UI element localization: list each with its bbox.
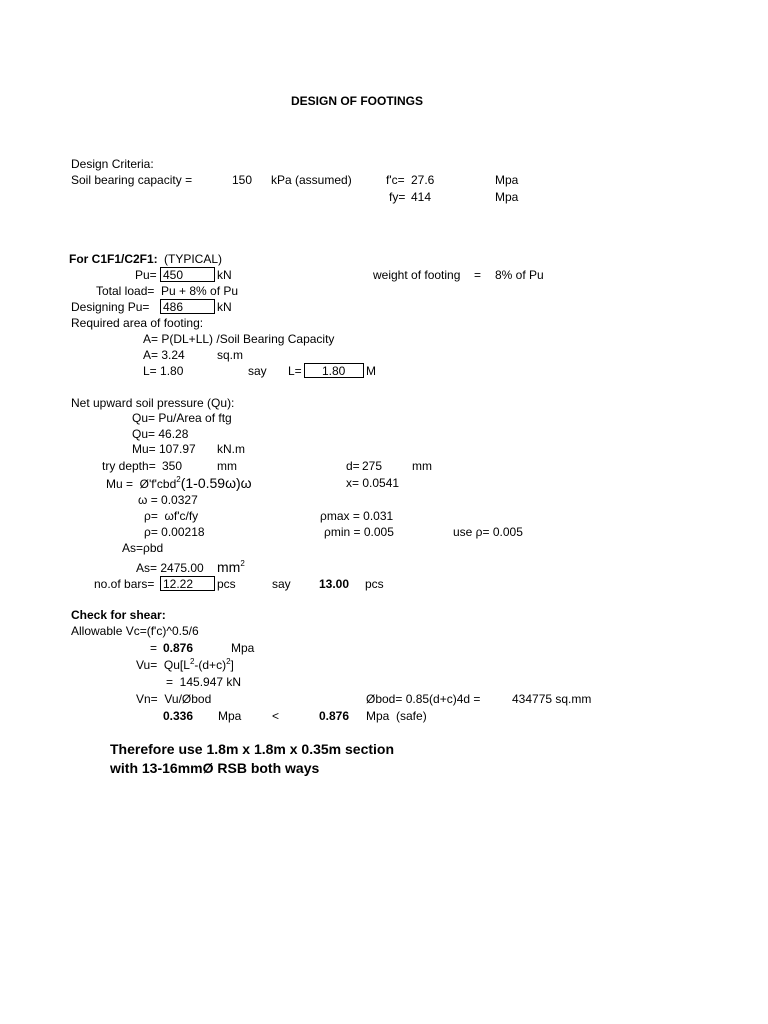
try-depth-unit: mm xyxy=(217,459,237,473)
bars-unit: pcs xyxy=(217,577,236,591)
try-depth-label: try depth= xyxy=(102,459,156,473)
less-than-sign: < xyxy=(272,709,280,723)
length-box-label: L= xyxy=(288,364,302,378)
vu-formula-b: -(d+c) xyxy=(194,658,227,672)
as-value: As= 2475.00 xyxy=(136,561,204,575)
soil-bearing-value: 150 xyxy=(232,173,253,187)
mu-formula-b: (1-0.59ω)ω xyxy=(180,475,252,491)
designing-pu-unit: kN xyxy=(217,300,232,314)
length-box-value: 1.80 xyxy=(322,364,346,378)
vc-unit: Mpa (safe) xyxy=(366,709,427,723)
bars-label: no.of bars= xyxy=(94,577,155,591)
d-unit: mm xyxy=(412,459,432,473)
vu-formula-c: ] xyxy=(230,658,234,672)
mu-unit: kN.m xyxy=(217,442,245,456)
rho-min: ρmin = 0.005 xyxy=(324,525,394,539)
vu-formula-sup1: 2 xyxy=(189,657,195,666)
weight-of-footing-label: weight of footing xyxy=(373,268,461,282)
vn-value: 0.336 xyxy=(163,709,194,723)
pressure-label: Net upward soil pressure (Qu): xyxy=(71,396,235,410)
bars-say-unit: pcs xyxy=(365,577,384,591)
shear-heading: Check for shear: xyxy=(71,608,166,622)
fy-unit: Mpa xyxy=(495,190,519,204)
rho-max: ρmax = 0.031 xyxy=(320,509,394,523)
designing-pu-label: Designing Pu= xyxy=(71,300,150,314)
fy-value: 414 xyxy=(411,190,432,204)
pu-unit: kN xyxy=(217,268,232,282)
allowable-vc-eq: = xyxy=(150,641,158,655)
as-unit-text: mm xyxy=(217,559,241,575)
vu-formula-a: Vu= Qu[L xyxy=(136,658,190,672)
bars-say-value: 13.00 xyxy=(319,577,350,591)
length-value: L= 1.80 xyxy=(143,364,184,378)
fy-label: fy= xyxy=(389,190,406,204)
rho-formula: ρ= ωf'c/fy xyxy=(144,509,199,523)
as-unit xyxy=(217,560,245,574)
length-say: say xyxy=(248,364,267,378)
weight-of-footing-value: 8% of Pu xyxy=(495,268,544,282)
qu-formula: Qu= Pu/Area of ftg xyxy=(132,411,232,425)
obod-formula: Øbod= 0.85(d+c)4d = xyxy=(366,692,481,706)
area-value: A= 3.24 xyxy=(143,348,185,362)
fc-label: f'c= xyxy=(386,173,405,187)
vu-formula xyxy=(136,658,234,672)
vc-value: 0.876 xyxy=(319,709,350,723)
required-area-label: Required area of footing: xyxy=(71,316,204,330)
mu-formula xyxy=(106,476,252,491)
mu-formula-sup: 2 xyxy=(176,475,181,484)
conclusion-line-1: Therefore use 1.8m x 1.8m x 0.35m section xyxy=(110,741,395,757)
try-depth-value: 350 xyxy=(162,459,183,473)
vn-formula: Vn= Vu/Øbod xyxy=(136,692,212,706)
area-unit: sq.m xyxy=(217,348,244,362)
use-rho: use ρ= 0.005 xyxy=(453,525,523,539)
bars-say: say xyxy=(272,577,291,591)
length-unit: M xyxy=(366,364,376,378)
mu-formula-a: Mu = Ø'f'cbd xyxy=(106,477,177,491)
obod-value: 434775 sq.mm xyxy=(512,692,592,706)
soil-bearing-unit: kPa (assumed) xyxy=(271,173,352,187)
criteria-label: Design Criteria: xyxy=(71,157,154,171)
as-unit-sup: 2 xyxy=(240,559,245,568)
pu-value: 450 xyxy=(163,268,184,282)
area-formula: A= P(DL+LL) /Soil Bearing Capacity xyxy=(143,332,335,346)
qu-value: Qu= 46.28 xyxy=(132,427,189,441)
vu-value: = 145.947 kN xyxy=(166,675,242,689)
allowable-vc-value: 0.876 xyxy=(163,641,194,655)
d-value: 275 xyxy=(362,459,383,473)
page-title: DESIGN OF FOOTINGS xyxy=(291,94,424,108)
as-formula: As=ρbd xyxy=(122,541,164,555)
designing-pu-value: 486 xyxy=(163,300,184,314)
mu-value: Mu= 107.97 xyxy=(132,442,196,456)
fc-value: 27.6 xyxy=(411,173,435,187)
d-label: d= xyxy=(346,459,360,473)
bars-value: 12.22 xyxy=(163,577,194,591)
rho-value: ρ= 0.00218 xyxy=(144,525,205,539)
allowable-vc-label: Allowable Vc=(f'c)^0.5/6 xyxy=(71,624,199,638)
allowable-vc-unit: Mpa xyxy=(231,641,255,655)
total-load-value: Pu + 8% of Pu xyxy=(161,284,239,298)
vu-formula-sup2: 2 xyxy=(226,657,231,666)
conclusion-line-2: with 13-16mmØ RSB both ways xyxy=(110,760,320,776)
vn-unit: Mpa xyxy=(218,709,242,723)
pu-label: Pu= xyxy=(135,268,157,282)
total-load-label: Total load= xyxy=(96,284,155,298)
section-heading: For C1F1/C2F1: xyxy=(69,252,158,266)
weight-of-footing-eq: = xyxy=(474,268,482,282)
soil-bearing-label: Soil bearing capacity = xyxy=(71,173,193,187)
x-value: x= 0.0541 xyxy=(346,476,400,490)
omega-value: ω = 0.0327 xyxy=(138,493,198,507)
fc-unit: Mpa xyxy=(495,173,519,187)
section-heading-note: (TYPICAL) xyxy=(164,252,223,266)
